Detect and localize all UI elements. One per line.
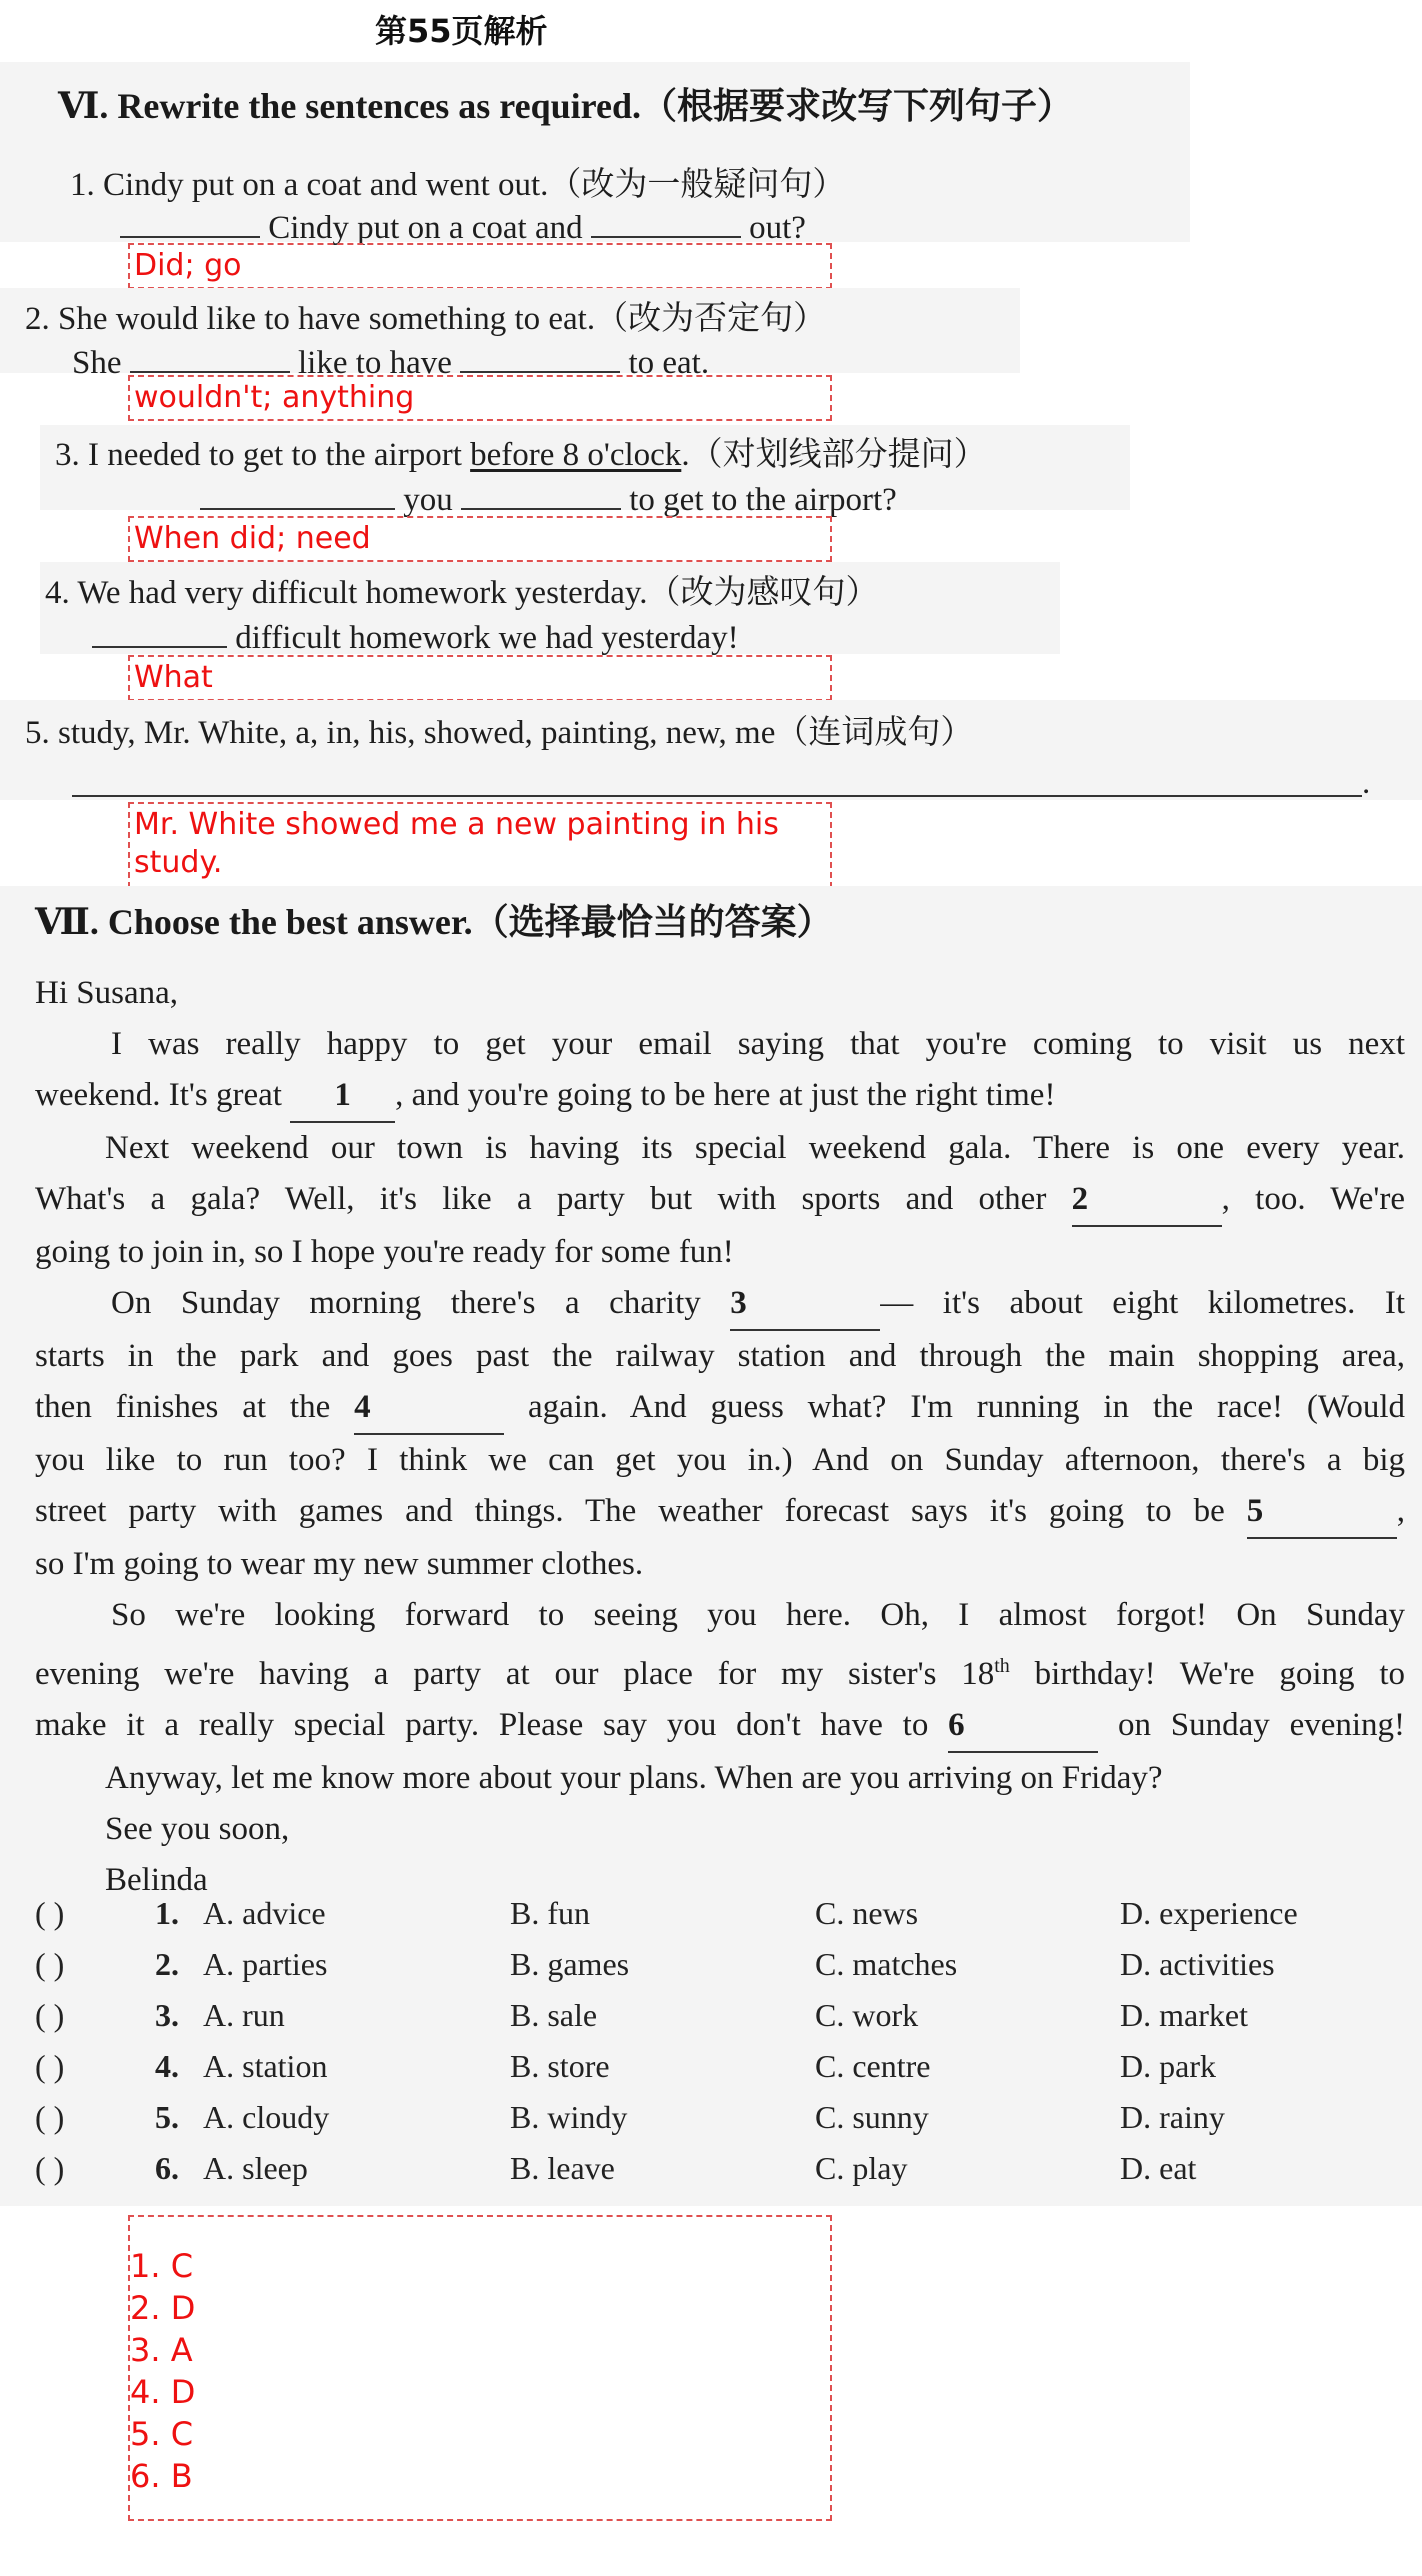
answer-paren: ( ) bbox=[35, 1946, 65, 1982]
option-c: C. centre bbox=[815, 2048, 931, 2084]
p3-line-e: street party with games and things. The weather forecast says it's going to be 5 , bbox=[35, 1486, 1405, 1539]
option-d: D. market bbox=[1120, 1997, 1248, 2033]
p3-line-f: so I'm going to wear my new summer clothes. bbox=[35, 1546, 644, 1582]
option-a: A. station bbox=[203, 2048, 328, 2084]
option-c: C. matches bbox=[815, 1946, 958, 1982]
item5-question: 5. study, Mr. White, a, in, his, showed, painting, new, me（连词成句） bbox=[25, 715, 974, 751]
p3-line-a: On Sunday morning there's a charity 3 — it's about eight kilometres. It bbox=[35, 1278, 1405, 1331]
option-b: B. fun bbox=[510, 1895, 590, 1931]
p2-line-a: Next weekend our town is having its special weekend gala. There is one every year. bbox=[105, 1130, 1405, 1166]
option-a: A. advice bbox=[203, 1895, 326, 1931]
p3-line-b: starts in the park and goes past the railway station and through the main shopping area, bbox=[35, 1338, 1405, 1374]
option-c: C. sunny bbox=[815, 2099, 929, 2135]
option-c: C. news bbox=[815, 1895, 919, 1931]
item2-question: 2. She would like to have something to eat.（改为否定句） bbox=[25, 301, 827, 337]
item4-question: 4. We had very difficult homework yesterday.（改为感叹句） bbox=[45, 575, 879, 611]
question-number: 3. bbox=[155, 1997, 179, 2033]
p2-line-c: going to join in, so I hope you're ready for some fun! bbox=[35, 1234, 734, 1270]
answer-paren: ( ) bbox=[35, 2150, 65, 2186]
item2-blank-line: She like to have to eat. bbox=[72, 345, 710, 381]
p3-line-c: then finishes at the 4 again. And guess what? I'm running in the race! (Would bbox=[35, 1382, 1405, 1435]
answer-box-4 bbox=[128, 655, 832, 701]
option-row bbox=[35, 2048, 1405, 2098]
question-number: 1. bbox=[155, 1895, 179, 1931]
option-a: A. run bbox=[203, 1997, 285, 2033]
item1-question: 1. Cindy put on a coat and went out.（改为一般疑问句） bbox=[70, 167, 846, 203]
p2-line-b: What's a gala? Well, it's like a party but with sports and other 2 , too. We're bbox=[35, 1174, 1405, 1227]
letter-body bbox=[35, 1019, 1405, 1906]
option-d: D. park bbox=[1120, 2048, 1216, 2084]
letter-signature: Belinda bbox=[105, 1862, 208, 1898]
p4-line-a: So we're looking forward to seeing you here. Oh, I almost forgot! On Sunday bbox=[111, 1597, 1405, 1633]
option-row bbox=[35, 2099, 1405, 2149]
answer-box-section7 bbox=[128, 2215, 832, 2521]
option-d: D. experience bbox=[1120, 1895, 1298, 1931]
answer-paren: ( ) bbox=[35, 2048, 65, 2084]
letter-closing: See you soon, bbox=[105, 1811, 290, 1847]
option-row bbox=[35, 1997, 1405, 2047]
section7-answers: 1. C 2. D 3. A 4. D 5. C 6. B bbox=[130, 2247, 196, 2495]
item5-answer-line bbox=[72, 795, 1362, 797]
answer-5: Mr. White showed me a new painting in his study. bbox=[134, 807, 779, 880]
option-a: A. parties bbox=[203, 1946, 328, 1982]
option-row bbox=[35, 2150, 1405, 2200]
option-b: B. leave bbox=[510, 2150, 615, 2186]
answer-paren: ( ) bbox=[35, 1895, 65, 1931]
option-row bbox=[35, 1895, 1405, 1945]
option-d: D. eat bbox=[1120, 2150, 1197, 2186]
p3-line-d: you like to run too? I think we can get you in.) And on Sunday afternoon, there's a big bbox=[35, 1442, 1405, 1478]
page-title: 第55页解析 bbox=[375, 12, 548, 50]
option-d: D. rainy bbox=[1120, 2099, 1225, 2135]
option-b: B. sale bbox=[510, 1997, 598, 2033]
p1-line-b: weekend. It's great 1 , and you're going to be here at just the right time! bbox=[35, 1070, 1405, 1123]
option-a: A. sleep bbox=[203, 2150, 308, 2186]
option-d: D. activities bbox=[1120, 1946, 1275, 1982]
answer-paren: ( ) bbox=[35, 1997, 65, 2033]
p1-line-a: I was really happy to get your email saying that you're coming to visit us next bbox=[111, 1026, 1405, 1062]
option-b: B. windy bbox=[510, 2099, 628, 2135]
answer-paren: ( ) bbox=[35, 2099, 65, 2135]
item1-blank-line: Cindy put on a coat and out? bbox=[120, 208, 806, 247]
question-number: 5. bbox=[155, 2099, 179, 2135]
option-row bbox=[35, 1946, 1405, 1996]
option-b: B. store bbox=[510, 2048, 610, 2084]
section6-heading: Ⅵ. Rewrite the sentences as required.（根据要求改写下列句子） bbox=[58, 86, 1073, 126]
question-number: 4. bbox=[155, 2048, 179, 2084]
section7-heading: Ⅶ. Choose the best answer.（选择最恰当的答案） bbox=[35, 902, 833, 942]
option-b: B. games bbox=[510, 1946, 630, 1982]
item3-question: 3. I needed to get to the airport before 8 o'clock.（对划线部分提问） bbox=[55, 437, 987, 473]
p4-line-c: make it a really special party. Please say you don't have to 6 on Sunday evening! bbox=[35, 1700, 1405, 1753]
options-table bbox=[35, 1895, 1405, 2205]
option-a: A. cloudy bbox=[203, 2099, 330, 2135]
question-number: 6. bbox=[155, 2150, 179, 2186]
answer-3: When did; need bbox=[134, 521, 371, 556]
answer-4: What bbox=[134, 660, 213, 695]
p5-line: Anyway, let me know more about your plans. When are you arriving on Friday? bbox=[105, 1760, 1163, 1796]
answer-2: wouldn't; anything bbox=[134, 380, 415, 415]
option-c: C. play bbox=[815, 2150, 908, 2186]
question-number: 2. bbox=[155, 1946, 179, 1982]
letter-greeting: Hi Susana, bbox=[35, 975, 178, 1011]
p4-line-b: evening we're having a party at our place for my sister's 18th birthday! We're going to bbox=[35, 1655, 1406, 1692]
item3-blank-line: you to get to the airport? bbox=[200, 480, 897, 519]
answer-1: Did; go bbox=[134, 248, 242, 283]
item5-period: . bbox=[1362, 765, 1371, 801]
option-c: C. work bbox=[815, 1997, 919, 2033]
item4-blank-line: difficult homework we had yesterday! bbox=[92, 618, 739, 657]
